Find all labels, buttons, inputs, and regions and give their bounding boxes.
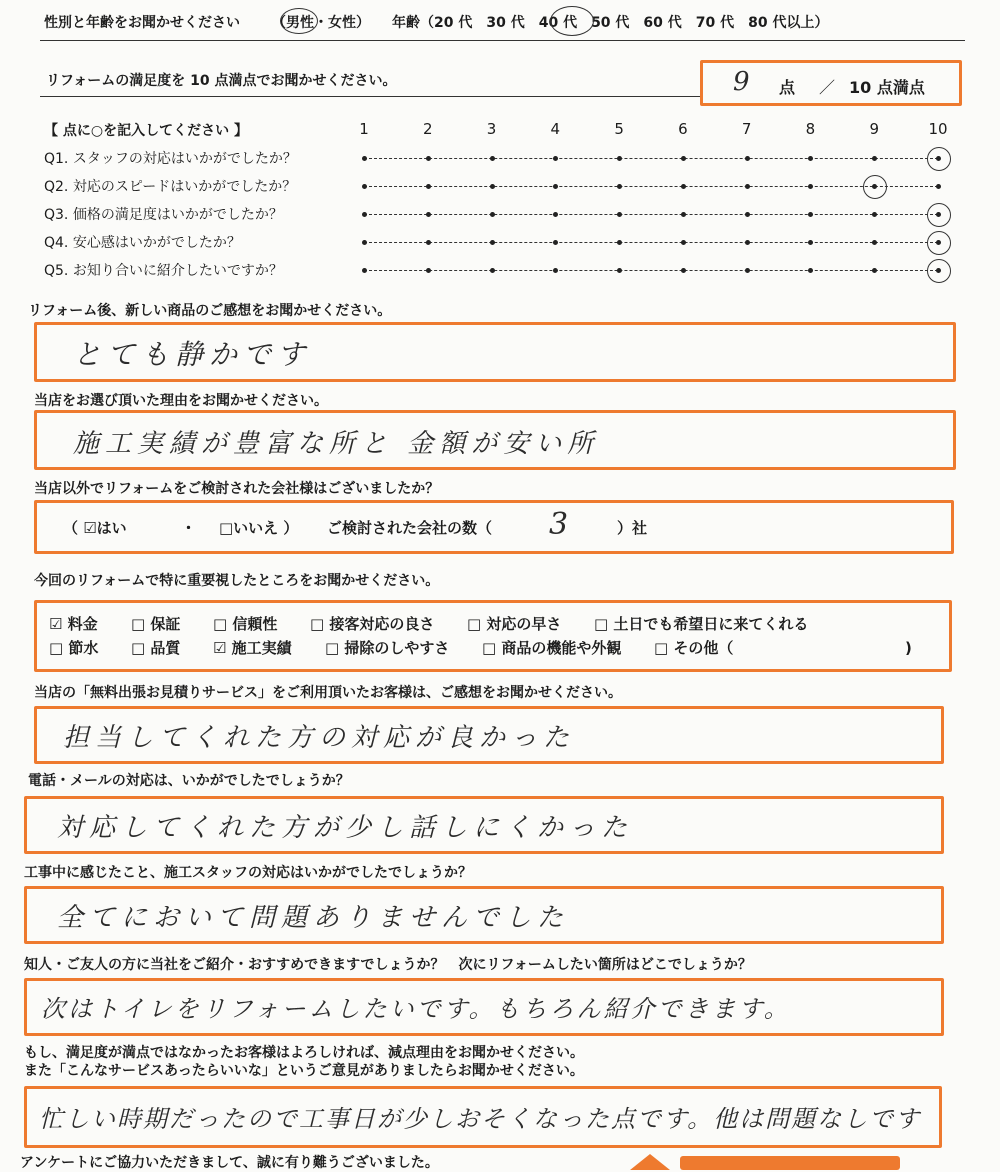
- score-slash: ／: [819, 78, 836, 97]
- scale-number: 3: [486, 120, 497, 138]
- other-yes-option: （ ☑はい: [63, 519, 127, 537]
- impression-answer-box: [34, 322, 956, 382]
- rating-scale-line: [364, 214, 938, 215]
- other-no-option: □いいえ ）: [219, 519, 299, 537]
- rating-dot[interactable]: [808, 268, 813, 273]
- thanks-message: アンケートにご協力いただきまして、誠に有り難うございました。: [20, 1155, 439, 1171]
- rating-dot[interactable]: [872, 240, 877, 245]
- rating-instruction: 【 点に○を記入してください 】: [44, 123, 248, 139]
- rating-dot[interactable]: [426, 156, 431, 161]
- scale-number: 10: [928, 120, 948, 138]
- deduction-answer: 忙しい時期だったので工事日が少しおそくなった点です。他は問題なしです: [39, 1105, 922, 1133]
- rating-scale-line: [364, 242, 938, 243]
- scale-number: 8: [805, 120, 816, 138]
- rating-dot[interactable]: [426, 240, 431, 245]
- rating-dot[interactable]: [553, 240, 558, 245]
- rating-dot[interactable]: [745, 156, 750, 161]
- estimate-question: 当店の「無料出張お見積りサービス」をご利用頂いたお客様は、ご感想をお聞かせください。: [34, 685, 622, 701]
- rating-dot[interactable]: [872, 212, 877, 217]
- satisfaction-underline: [40, 96, 700, 97]
- rating-dot[interactable]: [681, 268, 686, 273]
- priority-close-paren: ): [905, 639, 912, 657]
- estimate-answer-box: [34, 706, 944, 764]
- deduction-question-1: もし、満足度が満点ではなかったお客様はよろしければ、減点理由をお聞かせください。: [24, 1045, 584, 1061]
- deduction-answer-box: [24, 1086, 942, 1148]
- scale-number: 6: [678, 120, 688, 138]
- scale-number: 2: [422, 120, 433, 138]
- rating-question-label: Q3. 価格の満足度はいかがでしたか？: [44, 207, 283, 223]
- reason-answer: 施工実績が豊富な所と 金額が安い所: [73, 429, 600, 459]
- rating-scale-line: [364, 158, 938, 159]
- satisfaction-prompt: リフォームの満足度を 10 点満点でお聞かせください。: [46, 73, 397, 89]
- rating-dot[interactable]: [362, 156, 367, 161]
- other-company-box: [34, 500, 954, 554]
- phone-answer-box: [24, 796, 944, 854]
- satisfaction-score-box: [700, 60, 962, 106]
- rating-question-label: Q2. 対応のスピードはいかがでしたか？: [44, 179, 297, 195]
- rating-dot[interactable]: [745, 212, 750, 217]
- work-question: 工事中に感じたこと、施工スタッフの対応はいかがでしたでしょうか？: [24, 865, 472, 881]
- rating-dot[interactable]: [490, 212, 495, 217]
- rating-dot[interactable]: [490, 268, 495, 273]
- rating-dot[interactable]: [872, 268, 877, 273]
- rating-dot[interactable]: [362, 240, 367, 245]
- rating-dot[interactable]: [617, 184, 622, 189]
- rating-dot[interactable]: [553, 268, 558, 273]
- age-options: 年齢（20 代 30 代 40 代 50 代 60 代 70 代 80 代以上）: [392, 15, 829, 31]
- priority-option[interactable]: □ その他（: [654, 639, 734, 657]
- rating-dot[interactable]: [681, 156, 686, 161]
- rating-dot[interactable]: [681, 240, 686, 245]
- rating-dot[interactable]: [681, 184, 686, 189]
- rating-dot[interactable]: [426, 268, 431, 273]
- rating-dot[interactable]: [490, 184, 495, 189]
- impression-question: リフォーム後、新しい商品のご感想をお聞かせください。: [28, 303, 392, 319]
- rating-answer-circle: [927, 259, 951, 283]
- rating-dot[interactable]: [553, 184, 558, 189]
- gender-selected-circle: [280, 8, 318, 34]
- priority-question: 今回のリフォームで特に重要視したところをお聞かせください。: [34, 573, 440, 589]
- rating-dot[interactable]: [553, 156, 558, 161]
- rating-dot[interactable]: [808, 212, 813, 217]
- priority-option[interactable]: ☑ 料金: [49, 615, 98, 633]
- rating-question-label: Q1. スタッフの対応はいかがでしたか？: [44, 151, 297, 167]
- priority-row-1: [49, 613, 929, 635]
- rating-dot[interactable]: [936, 184, 941, 189]
- scale-number: 5: [614, 120, 624, 138]
- rating-dot[interactable]: [745, 240, 750, 245]
- rating-answer-circle: [863, 175, 887, 199]
- company-logo: [620, 1150, 920, 1170]
- other-separator: ・: [181, 519, 197, 537]
- phone-answer: 対応してくれた方が少し話しにくかった: [57, 813, 634, 843]
- priority-option[interactable]: □ 品質: [131, 639, 181, 657]
- point-unit: 点: [779, 78, 796, 97]
- deduction-question-2: また「こんなサービスあったらいいな」というご意見がありましたらお聞かせください。: [24, 1063, 584, 1079]
- work-answer-box: [24, 886, 944, 944]
- rating-answer-circle: [927, 231, 951, 255]
- other-count-label: ご検討された会社の数（: [327, 519, 493, 537]
- priority-option[interactable]: □ 保証: [131, 615, 181, 633]
- other-company-question: 当店以外でリフォームをご検討された会社様はございましたか？: [34, 481, 440, 497]
- priority-option[interactable]: ☑ 施工実績: [213, 639, 292, 657]
- scale-number: 7: [741, 120, 752, 138]
- rating-dot[interactable]: [553, 212, 558, 217]
- recommend-answer: 次はトイレをリフォームしたいです。もちろん紹介できます。: [41, 995, 791, 1023]
- rating-dot[interactable]: [426, 212, 431, 217]
- priority-row-2: [49, 637, 929, 659]
- rating-answer-circle: [927, 203, 951, 227]
- rating-scale-line: [364, 186, 938, 187]
- reason-answer-box: [34, 410, 956, 470]
- rating-dot[interactable]: [490, 240, 495, 245]
- rating-dot[interactable]: [808, 184, 813, 189]
- priority-option[interactable]: □ 掃除のしやすさ: [325, 639, 450, 657]
- scale-number: 1: [359, 120, 369, 138]
- rating-question-label: Q4. 安心感はいかがでしたか？: [44, 235, 241, 251]
- rating-dot[interactable]: [362, 268, 367, 273]
- gender-age-prompt: 性別と年齢をお聞かせください: [44, 15, 240, 31]
- rating-question-label: Q5. お知り合いに紹介したいですか？: [44, 263, 283, 279]
- rating-scale-line: [364, 270, 938, 271]
- rating-dot[interactable]: [362, 212, 367, 217]
- rating-dot[interactable]: [362, 184, 367, 189]
- reason-question: 当店をお選び頂いた理由をお聞かせください。: [34, 393, 328, 409]
- rating-dot[interactable]: [490, 156, 495, 161]
- phone-question: 電話・メールの対応は、いかがでしたでしょうか？: [28, 773, 350, 789]
- max-score-label: 10 点満点: [849, 78, 925, 97]
- recommend-question: 知人・ご友人の方に当社をご紹介・おすすめできますでしょうか？ 次にリフォームしたい箇所はどこでしょうか？: [24, 957, 752, 973]
- priority-option[interactable]: □ 節水: [49, 639, 99, 657]
- rating-dot[interactable]: [617, 212, 622, 217]
- recommend-answer-box: [24, 978, 944, 1036]
- scale-number: 9: [869, 120, 879, 138]
- scale-number: 4: [550, 120, 561, 138]
- priority-option[interactable]: □ 商品の機能や外観: [482, 639, 622, 657]
- priority-box: [34, 600, 952, 672]
- rating-dot[interactable]: [426, 184, 431, 189]
- rating-answer-circle: [927, 147, 951, 171]
- priority-option[interactable]: □ 接客対応の良さ: [310, 615, 435, 633]
- header-underline: [40, 40, 965, 41]
- rating-dot[interactable]: [808, 156, 813, 161]
- rating-dot[interactable]: [872, 156, 877, 161]
- work-answer: 全てにおいて問題ありませんでした: [57, 903, 570, 933]
- other-count-unit: ）社: [617, 519, 648, 537]
- priority-option[interactable]: □ 対応の早さ: [467, 615, 562, 633]
- priority-option[interactable]: □ 信頼性: [213, 615, 278, 633]
- other-count-value: 3: [549, 507, 575, 542]
- estimate-answer: 担当してくれた方の対応が良かった: [63, 723, 576, 753]
- rating-dot[interactable]: [617, 240, 622, 245]
- satisfaction-score: 9: [733, 67, 756, 97]
- age-selected-circle: [550, 6, 594, 36]
- rating-dot[interactable]: [617, 268, 622, 273]
- rating-dot[interactable]: [745, 184, 750, 189]
- rating-dot[interactable]: [745, 268, 750, 273]
- rating-dot[interactable]: [617, 156, 622, 161]
- priority-option[interactable]: □ 土日でも希望日に来てくれる: [594, 615, 809, 633]
- rating-dot[interactable]: [808, 240, 813, 245]
- gender-options: （男性・女性）: [272, 15, 370, 31]
- impression-answer: とても静かです: [73, 338, 312, 371]
- rating-dot[interactable]: [681, 212, 686, 217]
